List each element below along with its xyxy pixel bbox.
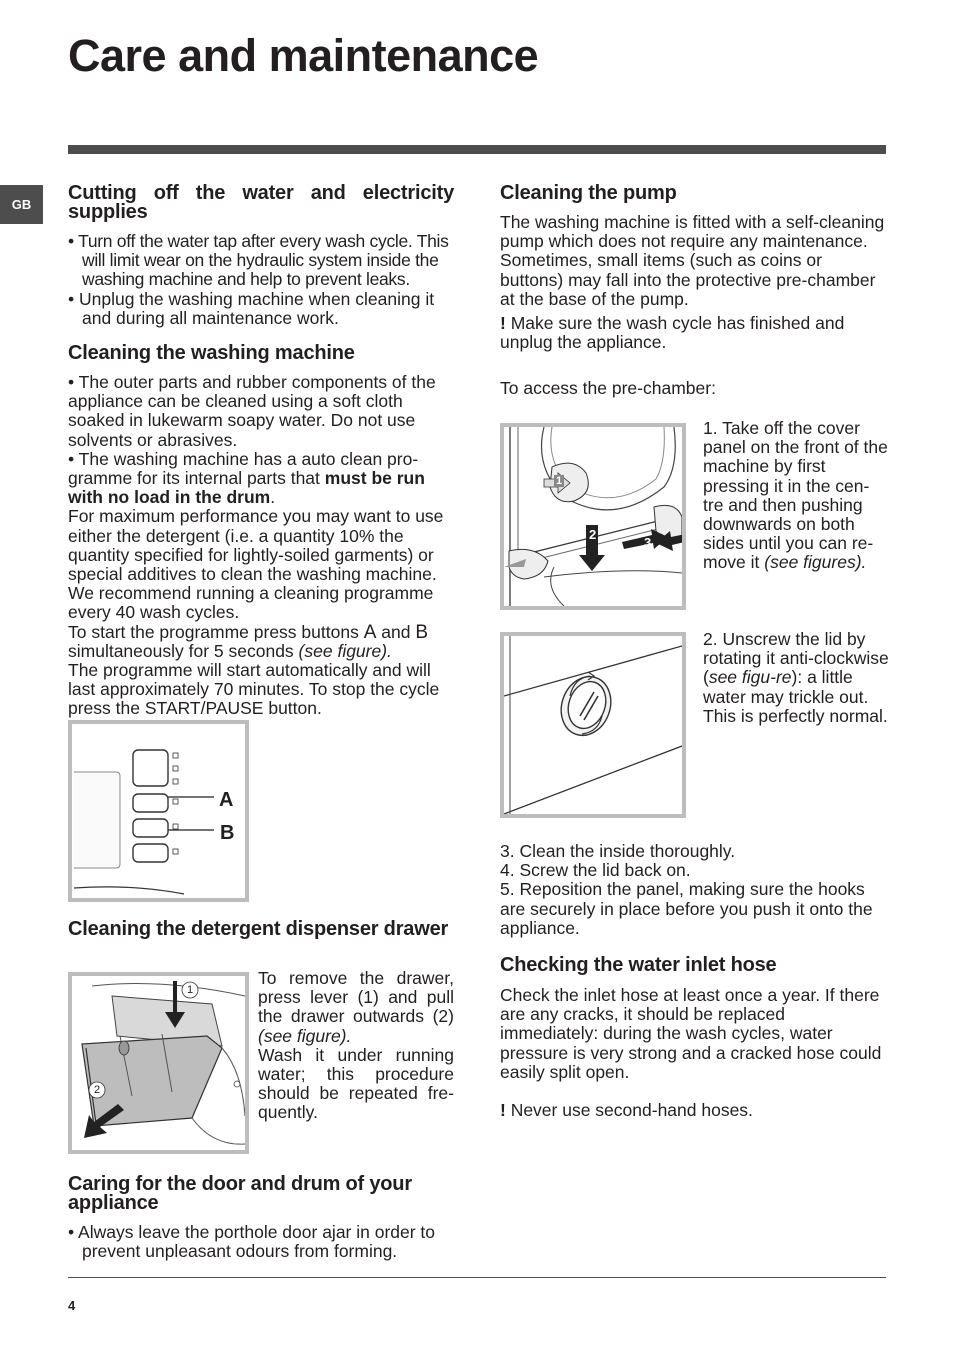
paragraph: • The outer parts and rubber components of the appliance can be cleaned using a soft cloth soaked in lukewarm soapy water. Do not use solvents or abrasives. [68,372,436,450]
paragraph: • The washing machine has a auto clean pro-gramme for its internal parts that must be run with no load in the drum. [68,448,425,508]
pump-lid-figure [500,632,686,818]
control-panel-figure [68,720,249,902]
step-number-1: 1 [556,475,563,487]
step-number-2: 2 [589,527,597,542]
section-heading: Cleaning the pump [500,182,677,204]
warning-text: ! Make sure the wash cycle has finished and unplug the appliance. [500,313,845,353]
step-number-3: 3 [644,535,652,550]
section-heading: Cutting off the water and electricity supplies [68,182,454,223]
paragraph: Wash it under running water; this procedure should be repeated fre-quently. [258,1044,454,1123]
section-heading: Cleaning the washing machine [68,342,355,364]
section-cleaning-machine [68,344,454,719]
paragraph: Check the inlet hose at least once a year. If there are any cracks, it should be replaced immediately: during the wash cycles, water pressure is very strong and a cracked hose could easily split open. [500,985,882,1082]
bullet-text: • Unplug the washing machine when cleaning it and during all maintenance work. [68,288,435,328]
language-tab: GB [0,185,43,224]
step-text: 3. Clean the inside thoroughly. [500,841,736,861]
header-divider [68,145,886,154]
paragraph: 2. Unscrew the lid by rotating it anti-clockwise (see figu-re): a little water may trickle out. This is perfectly normal. [703,629,889,726]
pull-number: 2 [93,1084,101,1096]
paragraph: The programme will start automatically and will last approximately 70 minutes. To stop the cycle press the START/PAUSE button. [68,660,440,719]
section-heading: Checking the water inlet hose [500,954,777,976]
drawer-instructions [258,969,454,1123]
paragraph: The washing machine is fitted with a self-cleaning pump which does not require any maintenance. Sometimes, small items (such as coins or buttons) may fall into the protective pre-chamber at the base of the pump. [500,212,885,309]
step-text: 4. Screw the lid back on. [500,860,691,881]
pump-steps-3-5 [500,842,888,938]
page-title: Care and maintenance [68,30,539,81]
section-inlet-hose [500,956,888,1120]
bullet-text: • Turn off the water tap after every wash cycle. This will limit wear on the hydraulic system inside the washing machine and help to prevent leaks. [68,231,449,290]
step-text: 5. Reposition the panel, making sure the hooks are securely in place before you push it onto the appliance. [500,879,873,938]
paragraph: For maximum performance you may want to use either the detergent (i.e. a quantity 10% the quantity specified for lightly-soiled garments) or special additives to clean the washing machine. We recommend running a cleaning programme every 40 wash cycles. [68,506,444,623]
paragraph: To remove the drawer, press lever (1) and pull the drawer outwards (2) (see figure). [258,968,454,1046]
lever-number: 1 [186,984,194,996]
cover-panel-illustration [504,427,682,606]
section-heading: Caring for the door and drum of your appliance [68,1173,412,1214]
pump-step-1 [703,419,889,573]
paragraph: To start the programme press buttons A and B simultaneously for 5 seconds (see figure). [68,621,429,661]
section-cleaning-pump [500,184,888,399]
section-cutting-off-supplies [68,184,454,328]
button-a-label: A [219,789,234,811]
paragraph: 1. Take off the cover panel on the front of the machine by first pressing it in the cen-tre and then pushing downwards on both sides until you can re-move it (see figures). [703,418,888,573]
section-door-drum [68,1175,454,1261]
pump-lid-illustration [504,636,682,814]
button-b-label: B [220,822,235,844]
paragraph: To access the pre-chamber: [500,378,716,399]
section-detergent-drawer [68,920,454,939]
cover-panel-figure [500,423,686,610]
page-number: 4 [68,1298,76,1313]
footer-divider [68,1277,886,1278]
bullet-text: • Always leave the porthole door ajar in order to prevent unpleasant odours from forming. [68,1222,436,1262]
detergent-drawer-figure [68,972,249,1154]
detergent-drawer-illustration [72,976,245,1150]
pump-step-2 [703,630,889,726]
warning-text: ! Never use second-hand hoses. [500,1100,753,1121]
section-heading: Cleaning the detergent dispenser drawer [68,918,449,940]
